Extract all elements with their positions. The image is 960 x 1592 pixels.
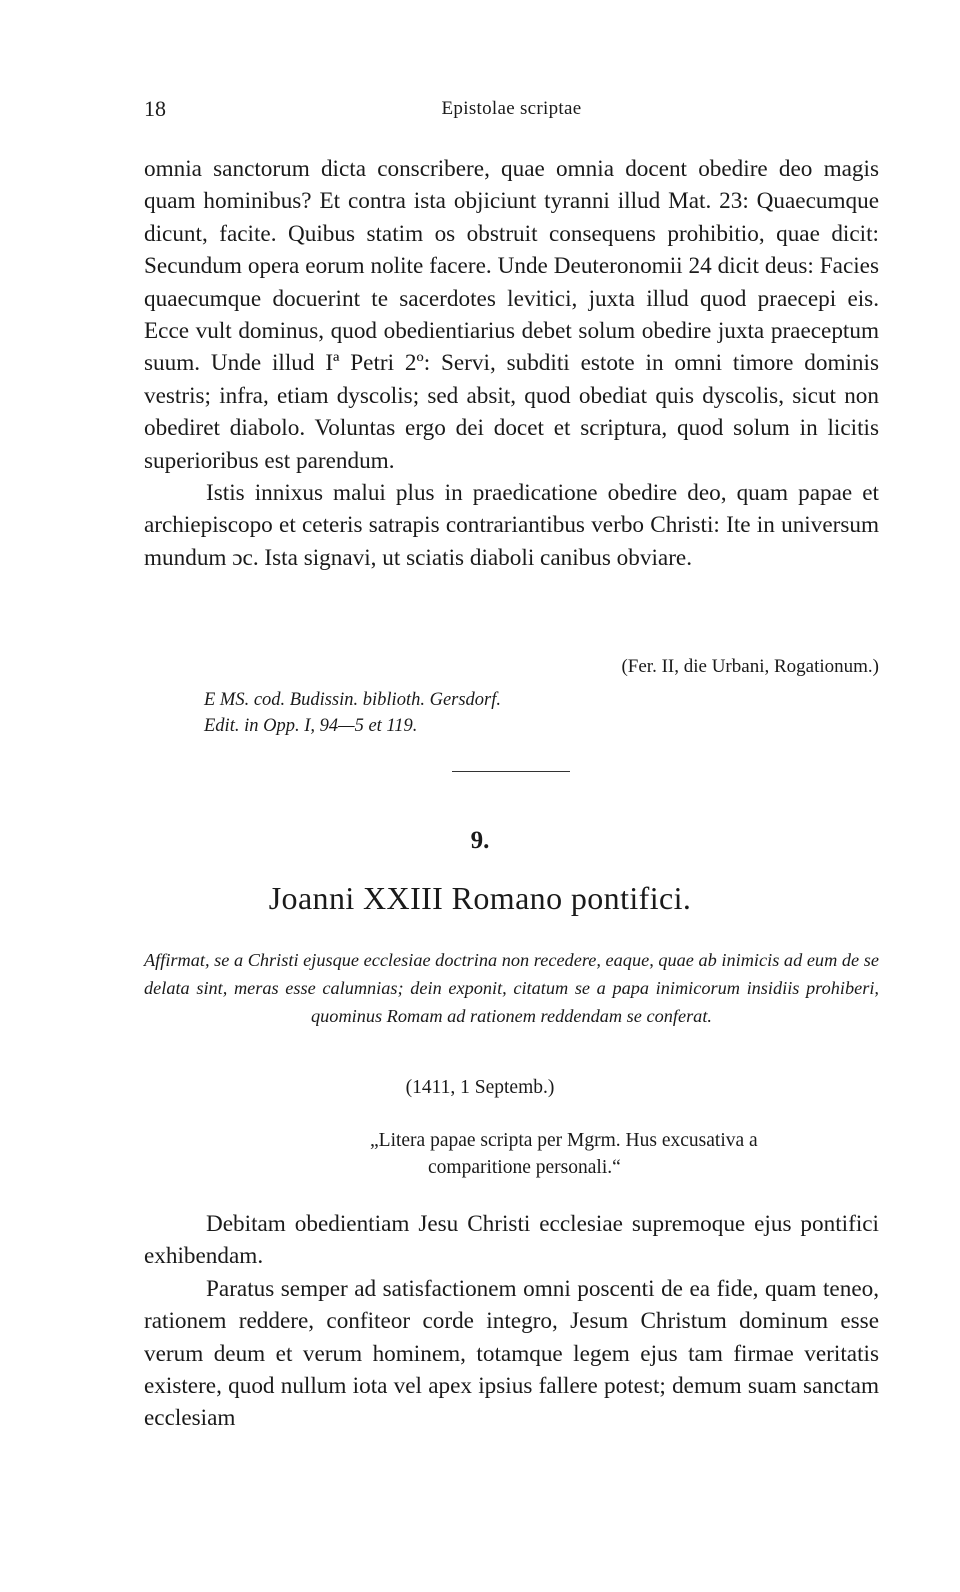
letter-dateline: (Fer. II, die Urbani, Rogationum.) <box>621 656 879 677</box>
quote-line-2: comparitione personali.“ <box>428 1157 621 1178</box>
letter-summary: Affirmat, se a Christi ejusque ecclesiae doctrina non recedere, eaque, quae ab inimicis ad eum de se delata sint, meras esse calumnias; dein exponit, citatum se a papa inimicorum insidiis prohiberi, quominus Romam ad rationem reddendam se conferat. <box>144 950 879 1026</box>
letter-body-paragraph-2: Paratus semper ad satisfactionem omni poscenti de ea fide, quam teneo, rationem reddere, confiteor corde integro, Jesum Christum dominum esse verum deum et verum hominem, totamque legem ejus tam firmae veritatis existere, quod nullum iota vel apex ipsius fallere potest; demum suam sanctam ecclesiam <box>144 1275 879 1432</box>
letter-body-text <box>144 1208 879 1435</box>
letter-number: 9. <box>470 827 490 854</box>
letter-date: (1411, 1 Septemb.) <box>405 1077 555 1098</box>
page-number: 18 <box>144 96 166 121</box>
running-head <box>144 96 879 126</box>
letter-body-paragraph-1: Debitam obedientiam Jesu Christi ecclesiae supremoque ejus pontifici exhibendam. <box>144 1211 879 1270</box>
quote-line-1: „Litera papae scripta per Mgrm. Hus excusativa a <box>370 1130 758 1151</box>
source-manuscript: E MS. cod. Budissin. biblioth. Gersdorf. <box>204 690 502 710</box>
source-edition: Edit. in Opp. I, 94—5 et 119. <box>204 716 418 736</box>
letter-title: Joanni XXIII Romano pontifici. <box>268 880 692 916</box>
running-title: Epistolae scriptae <box>441 98 582 119</box>
letter-end-text <box>144 153 879 574</box>
letter-end-paragraph-2: Istis innixus malui plus in praedicatione obedire deo, quam papae et archiepiscopo et ceteris satrapis contrariantibus verbo Christi: Ite in universum mundum ɔc. Ista signavi, ut sciatis diaboli canibus obviare. <box>144 480 879 571</box>
letter-quote <box>370 1127 880 1181</box>
section-divider <box>452 771 570 772</box>
letter-end-paragraph-1: omnia sanctorum dicta conscribere, quae omnia docent obedire deo magis quam hominibus? Et contra ista objiciunt tyranni illud Mat. 23: Quaecumque dicunt, facite. Quibus statim os obstruit consequens prohibitio, quae dicit: Secundum opera eorum nolite facere. Unde Deuteronomii 24 dicit deus: Facies quaecumque docuerint te sacerdotes levitici, juxta illud quod praecepi eis. Ecce vult dominus, quod obedientiarius debet solum obedire juxta praeceptum suum. Unde illud Iª Petri 2º: Servi, subditi estote in omni timore dominis vestris; infra, etiam dyscolis; sed absit, quod obediat quis dyscolis, sicut non obediret diabolo. Voluntas ergo dei docet et scriptura, quod solum in licitis superioribus est parendum. <box>144 156 879 474</box>
